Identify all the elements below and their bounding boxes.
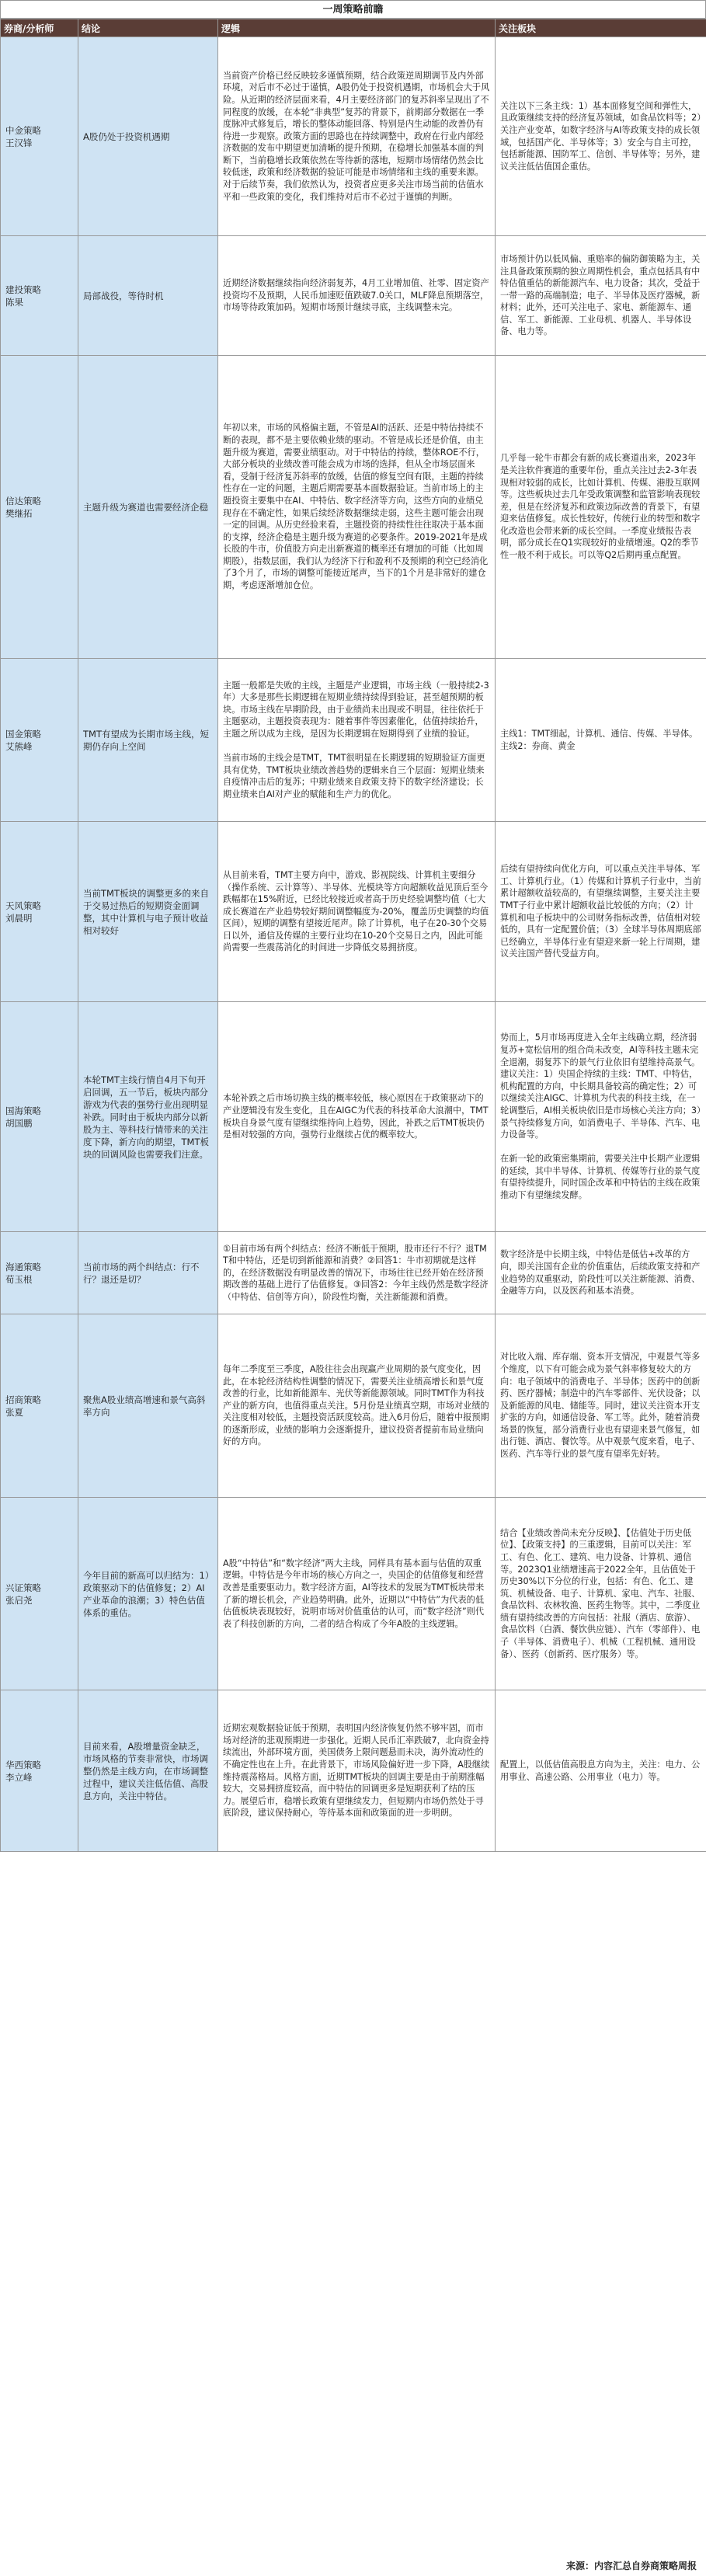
logic-cell: 主题一般都是失败的主线，主题是产业逻辑，市场主线（一般持续2-3年）大多是那些长期逻辑在短期业绩持续得到验证，甚至超预期的板块。市场主线在早期阶段，由于业绩尚未出现或不明显，往往依托于主题驱动，主题投资表现为：随着事件等因素催化，估值持续抬升，主题之所以成为主线，是因为长期逻辑在短期得到了业绩的验证。 当前市场的主线会是TMT，TMT很明显在长期逻辑的短期验证方面更具有优势，TMT板块业绩改善趋势的逻辑来自三个层面：短期业绩来自疫情冲击后的复苏；中期业绩来自政策支持下的数字经济建设；长期业绩来自AI对产业的赋能和生产力的优化。 — [218, 659, 496, 822]
logic-cell: 近期经济数据继续指向经济弱复苏，4月工业增加值、社零、固定资产投资均不及预期，人民币加速贬值跌破7.0关口，MLF降息预期落空，市场等待政策加码。短期市场预计继续寻底，主线调整未完。 — [218, 236, 496, 356]
strategy-table — [0, 19, 706, 1852]
logic-cell: 年初以来，市场的风格偏主题，不管是AI的活跃、还是中特估持续不断的表现，都不是主要依赖业绩的驱动。不管是成长还是价值，由主题升级为赛道，需要业绩驱动。对于中特估的持续，整体ROE不行，大部分板块的业绩改善可能会成为市场的选择，但从全市场层面来看，受制于经济复苏斜率的放缓，估值的修复空间有限，主题的持续性存在一定的问题，主题后期需要基本面数据验证。当前市场上的主题投资主要集中在AI、中特估、数字经济等方向，这些方向的业绩兑现存在不确定性，如果后续经济数据继续走弱，这些主题可能会出现一定的回调。从历史经验来看，主题投资的持续性往往取决于基本面的支撑，经济企稳是主题升级为赛道的必要条件。2019-2021年是成长股的牛市，价值股方向走出新赛道的概率还有增加的可能（比如周期股），指数层面，我们认为经济下行和盈利不及预期的利空已经消化了3个月了，市场的调整可能接近尾声，当下的1个月是非常好的建仓期，考虑逐渐增加仓位。 — [218, 356, 496, 659]
header-conclusion: 结论 — [78, 19, 218, 37]
table-row — [1, 37, 706, 236]
table-body — [1, 37, 706, 1852]
source-footer: 来源：内容汇总自券商策略周报 — [565, 2560, 697, 2571]
table-row — [1, 1498, 706, 1690]
author-cell: 国海策略 胡国鹏 — [1, 1002, 78, 1232]
header-logic: 逻辑 — [218, 19, 496, 37]
focus-cell: 市场预计仍以低风偏、重赔率的偏防御策略为主，关注具备政策预期的独立周期性机会，重点包括具有中特估值重估的新能源汽车、电力设备；其次，受益于一带一路的高端制造；电子、半导体及医疗器械，新材料；此外，还可关注电子、家电、新能源车、通信、军工、新能源、工业母机、机器人、半导体设备、电力等。 — [496, 236, 706, 356]
conclusion-cell: 当前市场的两个纠结点：行不行？退还是切？ — [78, 1232, 218, 1314]
table-row — [1, 1690, 706, 1852]
author-cell: 兴证策略 张启尧 — [1, 1498, 78, 1690]
conclusion-cell: 目前来看，A股增量资金缺乏，市场风格的节奏非常快，市场调整仍然是主线方向，在市场调整过程中，建议关注低估值、高股息方向，关注中特估。 — [78, 1690, 218, 1852]
author-cell: 海通策略 荀玉根 — [1, 1232, 78, 1314]
conclusion-cell: 今年目前的新高可以归结为：1）政策驱动下的估值修复；2）AI产业革命的浪潮；3）特色估值体系的重估。 — [78, 1498, 218, 1690]
author-cell: 天风策略 刘晨明 — [1, 822, 78, 1002]
author-cell: 国金策略 艾熊峰 — [1, 659, 78, 822]
header-author: 券商/分析师 — [1, 19, 78, 37]
table-row — [1, 822, 706, 1002]
logic-cell: 当前资产价格已经反映较多谨慎预期，结合政策逆周期调节及内外部环境，对后市不必过于谨慎，A股仍处于投资机遇期，市场机会大于风险。从近期的经济层面来看，4月主要经济部门的复苏斜率呈现出了不同程度的放缓，在本轮“非典型”复苏的背景下，前期部分数据在一季度脉冲式修复后，增长的整体动能回落、特别是内生动能的改善仍有待进一步观察。政策方面的思路也在持续调整中，政府在行业内部经济数据的发布中期望更加清晰的提升预期，在稳增长加强基本面的判断下，当前稳增长政策依然在等待新的落地，短期市场情绪仍然会比较低迷，政策和经济数据的验证可能是市场情绪和主线的重要来源。对于后续节奏，我们依然认为，投资者应更多关注市场当前的估值水平和一些政策的变化，我们维持对后市不必过于谨慎的判断。 — [218, 37, 496, 236]
page-title: 一周策略前瞻 — [0, 0, 706, 19]
focus-cell: 数字经济是中长期主线，中特估是低估+改革的方向，即关注国有企业的价值重估，后续政策支持和产业趋势的双重驱动，阶段性可以关注新能源、消费、金融等方向，以及医药和基本消费。 — [496, 1232, 706, 1314]
author-cell: 中金策略 王汉锋 — [1, 37, 78, 236]
focus-cell: 结合【业绩改善尚未充分反映】、【估值处于历史低位】、【政策支持】的三重逻辑，目前可以关注：军工、有色、化工、建筑、电力设备、计算机、通信等。2023Q1业绩增速高于2022全年，且估值处于历史30%以下分位的行业，包括：有色、化工、建筑、机械设备、电子、计算机、家电、汽车、社服、食品饮料、农林牧渔、医药生物等。其中，二季度业绩有望持续改善的方向包括：社服（酒店、旅游）、食品饮料（白酒、餐饮供应链）、汽车（零部件）、电子（半导体、消费电子）、机械（工程机械、通用设备）、医药（创新药、医疗服务）等。 — [496, 1498, 706, 1690]
focus-cell: 势而上，5月市场再度进入全年主线确立期，经济弱复苏+宽松信用的组合尚未改变，AI等科技主题未完全退潮，弱复苏下的景气行业依旧有望维持高景气。建议关注：1）央国企持续的主线：TMT、中特估，机构配置的方向，中长期具备较高的确定性；2）可以继续关注AIGC、计算机为代表的科技主线，在一轮调整后，AI相关板块依旧是市场核心关注方向；3）景气持续修复方向，如消费电子、半导体、汽车、电力设备等。 在新一轮的政策密集期前，需要关注中长期产业逻辑的延续，其中半导体、计算机、传媒等行业的景气度有望持续提升，同时国企改革和中特估的主线在政策推动下有望继续发酵。 — [496, 1002, 706, 1232]
focus-cell: 对比收入端、库存端、资本开支情况，中观景气等多个维度，以下有可能会成为景气斜率修复较大的方向：电子领域中的消费电子、半导体；医药中的创新药、医疗器械；制造中的汽车零部件、光伏设备；以及新能源的风电、储能等。同时，建议关注资本开支扩张的方向，如通信设备、军工等。此外，随着消费场景的恢复，部分消费行业也有望迎来景气修复，如出行链、酒店、餐饮等。从中观景气度来看，电子、医药、汽车等行业的景气度有望率先好转。 — [496, 1314, 706, 1498]
conclusion-cell: 当前TMT板块的调整更多的来自于交易过热后的短期资金面调整，其中计算机与电子预计收益相对较好 — [78, 822, 218, 1002]
conclusion-cell: A股仍处于投资机遇期 — [78, 37, 218, 236]
author-cell: 招商策略 张夏 — [1, 1314, 78, 1498]
table-row — [1, 356, 706, 659]
author-cell: 信达策略 樊继拓 — [1, 356, 78, 659]
conclusion-cell: 局部战役，等待时机 — [78, 236, 218, 356]
logic-cell: 近期宏观数据验证低于预期，表明国内经济恢复仍然不够牢固，而市场对经济的悲观预期进一步强化。近期人民币汇率跌破7，北向资金持续流出，外部环境方面，美国债务上限问题悬而未决，海外流动性的不确定性也在上升。在此背景下，市场风险偏好进一步下降，A股继续维持震荡格局。风格方面，近期TMT板块的回调主要是由于前期涨幅较大，交易拥挤度较高，而中特估的回调更多是短期获利了结的压力。展望后市，稳增长政策有望继续发力，但短期内市场仍然处于寻底阶段，建议保持耐心，等待基本面和政策面的进一步明朗。 — [218, 1690, 496, 1852]
conclusion-cell: 本轮TMT主线行情自4月下旬开启回调，五一节后，板块内部分游戏为代表的强势行业出现明显补跌。同时由于板块内部分以新股为主、等科技行情带来的关注度下降，新方向的期望，TMT板块的回调风险也需要我们注意。 — [78, 1002, 218, 1232]
focus-cell: 几乎每一轮牛市都会有新的成长赛道出来，2023年是关注软件赛道的重要年份，重点关注过去2-3年表现相对较弱的成长，比如计算机、传媒、港股互联网等。这些板块过去几年受政策调整和监管影响表现较差，但是在经济复苏和政策边际改善的背景下，有望迎来估值修复。成长性较好，传统行业的转型和数字化改造也会带来新的成长空间。一季度业绩报告表明，部分成长在Q1实现较好的业绩增速。Q2的季节性一般不利于成长。可以等Q2后期再重点配置。 — [496, 356, 706, 659]
logic-cell: A股“中特估”和“数字经济”两大主线，同样具有基本面与估值的双重逻辑。中特估是今年市场的核心方向之一，央国企的估值修复和经营改善是重要驱动力。数字经济方面，AI等技术的发展为TMT板块带来了新的增长机会，产业趋势明确。此外，近期以“中特估”为代表的低估值板块表现较好，说明市场对价值重估的认可，而“数字经济”则代表了科技创新的方向，二者的结合构成了今年A股的主线逻辑。 — [218, 1498, 496, 1690]
logic-cell: 每年二季度至三季度，A股往往会出现赢产业周期的景气度变化，因此，在本轮经济结构性调整的情况下，需要关注业绩高增长和景气度改善的行业，比如新能源车、光伏等新能源领域。同时TMT作为科技产业的新方向，也值得重点关注。5月份是业绩真空期，市场对业绩的关注度相对较低，主题投资活跃度较高。进入6月份后，随着中报预期的逐渐形成，业绩的影响力会逐渐提升，建议投资者提前布局业绩向好的方向。 — [218, 1314, 496, 1498]
conclusion-cell: 聚焦A股业绩高增速和景气高斜率方向 — [78, 1314, 218, 1498]
header-focus: 关注板块 — [496, 19, 706, 37]
table-row — [1, 236, 706, 356]
table-row — [1, 659, 706, 822]
table-row — [1, 1232, 706, 1314]
table-header — [1, 19, 706, 37]
logic-cell: 本轮补跌之后市场切换主线的概率较低，核心原因在于政策驱动下的产业逻辑没有发生变化，且在AIGC为代表的科技革命大浪潮中，TMT板块自身景气度有望继续维持向上趋势，因此，补跌之后TMT板块仍是相对较强的方向，强势行业继续占优的概率较大。 — [218, 1002, 496, 1232]
focus-cell: 主线1：TMT细起，计算机、通信、传媒、半导体。主线2：券商、黄金 — [496, 659, 706, 822]
focus-cell: 配置上，以低估值高股息方向为主，关注：电力、公用事业、高速公路、公用事业（电力）等。 — [496, 1690, 706, 1852]
focus-cell: 后续有望持续向优化方向，可以重点关注半导体、军工、计算机行业。（1）传媒和计算机子行业中，当前累计超额收益较高的，有望继续调整，主要关注主要TMT子行业中累计超额收益比较低的方向；（2）计算机和电子板块中的公司财务指标改善，估值相对较低的，具有一定配置价值；（3）全球半导体周期底部已经确立，半导体行业有望迎来新一轮上行周期，建议关注国产替代受益方向。 — [496, 822, 706, 1002]
author-cell: 建投策略 陈果 — [1, 236, 78, 356]
conclusion-cell: 主题升级为赛道也需要经济企稳 — [78, 356, 218, 659]
logic-cell: ①目前市场有两个纠结点：经济不断低于预期，股市还行不行？退TMT和中特估，还是切到新能源和消费？②回答1：牛市初期就是这样的，在经济数据没有明显改善的情况下，市场往往已经开始在经济预期改善的基础上进行了估值修复。③回答2：今年主线仍然是数字经济（中特估、信创等方向），阶段性均衡，关注新能源和消费。 — [218, 1232, 496, 1314]
author-cell: 华西策略 李立峰 — [1, 1690, 78, 1852]
conclusion-cell: TMT有望成为长期市场主线，短期仍存向上空间 — [78, 659, 218, 822]
focus-cell: 关注以下三条主线：1）基本面修复空间和弹性大，且政策继续支持的经济复苏领域，如食品饮料等；2）关注产业变革，如数字经济与AI等政策支持的成长领域，包括国产化、半导体等；3）安全与自主可控，包括新能源、国防军工、信创、半导体等；另外，建议关注低估值国企重估。 — [496, 37, 706, 236]
table-row — [1, 1314, 706, 1498]
logic-cell: 从目前来看，TMT主要方向中，游戏、影视院线、计算机主要细分（操作系统、云计算等）、半导体、光模块等方向超额收益见顶后至今跌幅都在15%附近，已经比较接近或者高于历史经验调整均值（七大成长赛道在产业趋势较好期间调整幅度为-20%，覆盖历史调整的均值区间），短期的调整有望接近尾声。除了计算机，电子在20-30个交易日以外，通信及传媒的主要行业均在10-20个交易日之内，因此可能尚需要一些震荡消化的时间进一步降低交易拥挤度。 — [218, 822, 496, 1002]
table-row — [1, 1002, 706, 1232]
